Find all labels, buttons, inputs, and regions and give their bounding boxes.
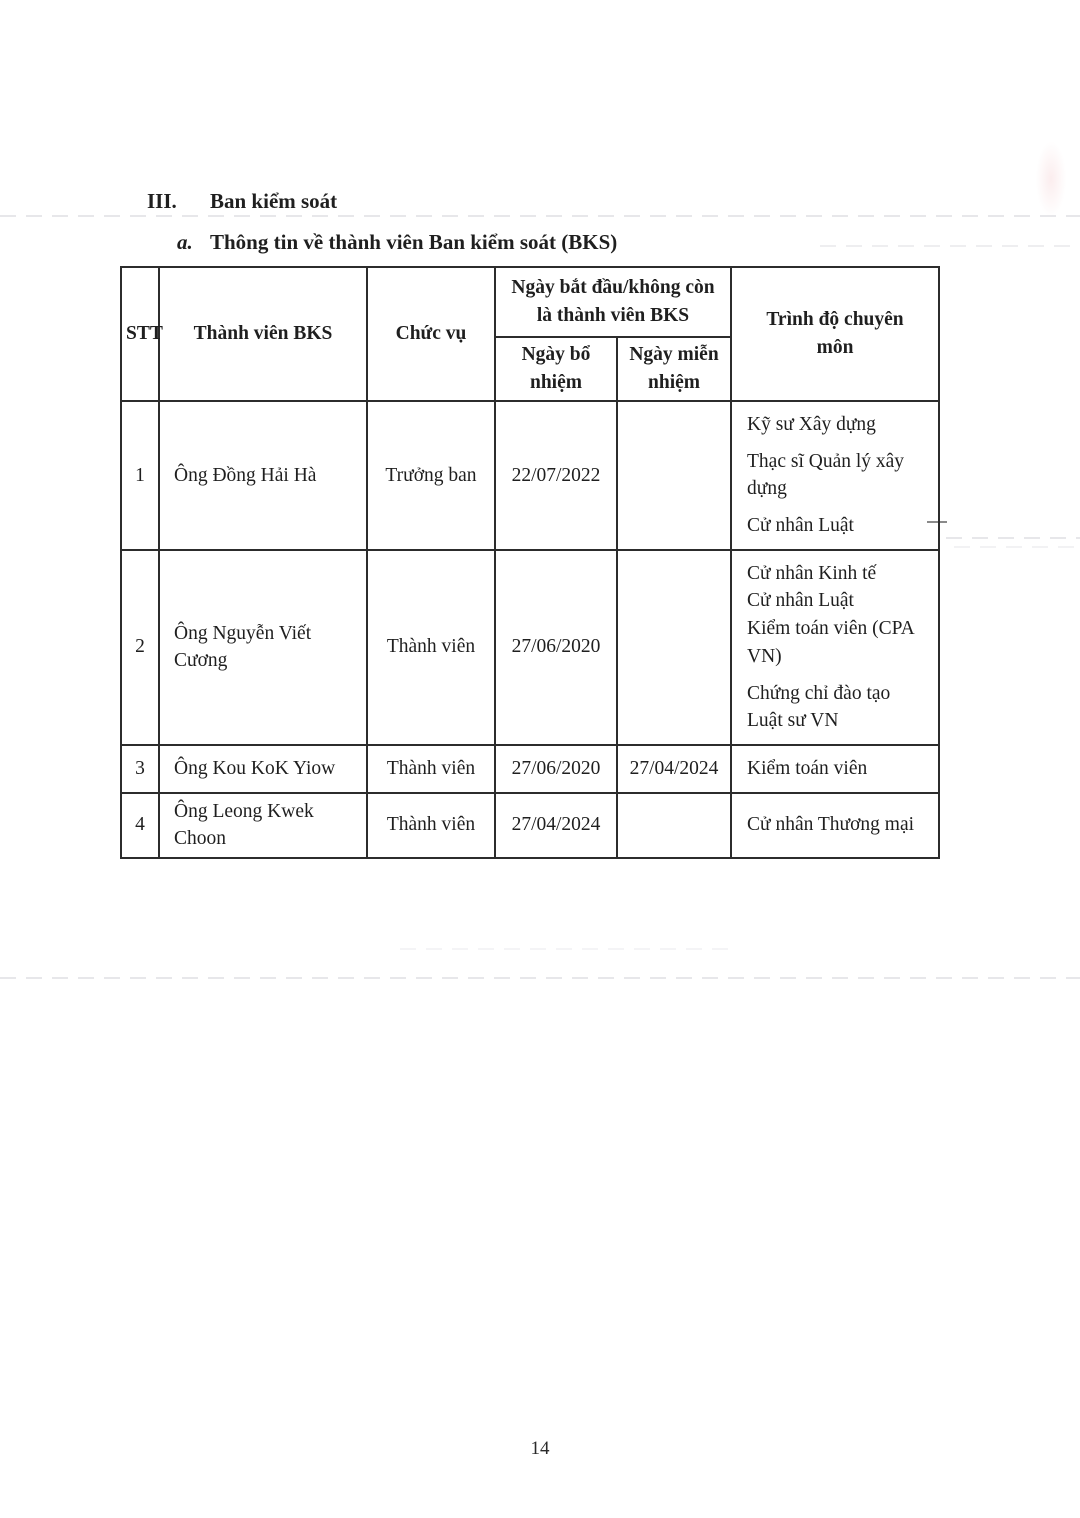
cell-qualification xyxy=(731,550,939,745)
cell-appointment-date: 27/06/2020 xyxy=(495,550,617,745)
col-header-member: Thành viên BKS xyxy=(159,267,367,401)
section-heading xyxy=(147,189,337,214)
col-header-position: Chức vụ xyxy=(367,267,495,401)
cell-member-name: Ông Nguyễn Viết Cương xyxy=(159,550,367,745)
qualification-item: Kiểm toán viên xyxy=(747,757,868,779)
scan-artifact-line xyxy=(0,977,1080,979)
scan-artifact-line xyxy=(0,215,1080,217)
table-row xyxy=(121,550,939,745)
cell-qualification xyxy=(731,793,939,858)
cell-dismissal-date xyxy=(617,401,731,550)
scan-artifact-line xyxy=(400,948,730,950)
cell-dismissal-date xyxy=(617,550,731,745)
subsection-heading xyxy=(177,230,617,255)
cell-position: Thành viên xyxy=(367,793,495,858)
col-header-dismissal-date: Ngày miễn nhiệm xyxy=(617,337,731,401)
bks-members-table xyxy=(120,266,940,859)
cell-qualification xyxy=(731,745,939,793)
cell-dismissal-date: 27/04/2024 xyxy=(617,745,731,793)
cell-position: Thành viên xyxy=(367,745,495,793)
cell-stt: 4 xyxy=(121,793,159,858)
col-header-dates-group: Ngày bắt đầu/không còn là thành viên BKS xyxy=(495,267,731,337)
cell-position: Thành viên xyxy=(367,550,495,745)
cell-appointment-date: 22/07/2022 xyxy=(495,401,617,550)
subsection-title: Thông tin về thành viên Ban kiểm soát (BKS) xyxy=(210,230,618,254)
qualification-item: Cử nhân Kinh tế Cử nhân Luật Kiểm toán viên (CPA VN) xyxy=(747,562,914,667)
cell-member-name: Ông Leong Kwek Choon xyxy=(159,793,367,858)
table-row xyxy=(121,401,939,550)
cell-dismissal-date xyxy=(617,793,731,858)
table-row xyxy=(121,793,939,858)
cell-stt: 2 xyxy=(121,550,159,745)
cell-member-name: Ông Kou KoK Yiow xyxy=(159,745,367,793)
cell-appointment-date: 27/04/2024 xyxy=(495,793,617,858)
cell-member-name: Ông Đồng Hải Hà xyxy=(159,401,367,550)
scan-artifact-smudge xyxy=(1036,142,1066,216)
qualification-item: Cử nhân Thương mại xyxy=(747,814,915,836)
cell-stt: 3 xyxy=(121,745,159,793)
table-header-row xyxy=(121,267,939,337)
scan-artifact-line xyxy=(946,537,1080,539)
cell-stt: 1 xyxy=(121,401,159,550)
section-numeral: III. xyxy=(147,189,177,213)
col-header-stt: STT xyxy=(121,267,159,401)
qualification-item: Kỹ sư Xây dựng xyxy=(747,414,876,435)
scan-artifact-line xyxy=(820,245,1080,247)
col-header-qualification: Trình độ chuyên môn xyxy=(731,267,939,401)
page-number: 14 xyxy=(530,1438,550,1459)
cell-appointment-date: 27/06/2020 xyxy=(495,745,617,793)
qualification-item: Chứng chỉ đào tạo Luật sư VN xyxy=(747,682,891,732)
cell-position: Trưởng ban xyxy=(367,401,495,550)
col-header-appointment-date: Ngày bổ nhiệm xyxy=(495,337,617,401)
scan-artifact-line xyxy=(954,546,1080,548)
cell-qualification xyxy=(731,401,939,550)
bks-table-body xyxy=(121,401,939,858)
table-row xyxy=(121,745,939,793)
section-title: Ban kiểm soát xyxy=(210,189,338,213)
qualification-item: Thạc sĩ Quản lý xây dựng xyxy=(747,450,905,500)
subsection-marker: a. xyxy=(177,230,193,254)
qualification-item: Cử nhân Luật xyxy=(747,515,854,537)
